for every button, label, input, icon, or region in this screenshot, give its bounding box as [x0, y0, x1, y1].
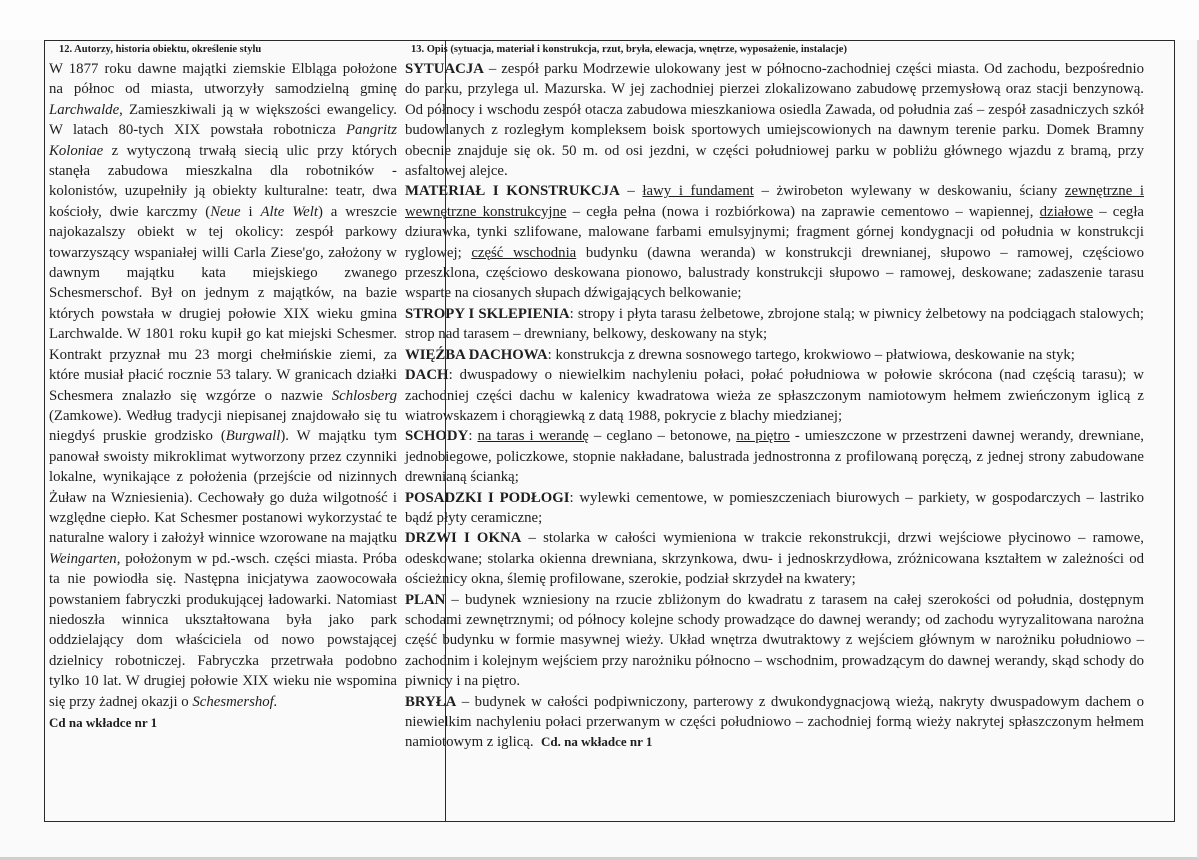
section-label: STROPY I SKLEPIENIA	[405, 305, 570, 322]
section-label: WIĘŹBA DACHOWA	[405, 346, 548, 363]
section-stropy: STROPY I SKLEPIENIA: stropy i płyta tarasu żelbetowe, zbrojone stalą; w piwnicy żelbetowy na podciągach stalowych; strop nad tarasem – drewniany, belkowy, deskowany na styk;	[405, 305, 1145, 343]
section-label: SYTUACJA	[405, 61, 484, 77]
section-label: PLAN	[405, 591, 446, 608]
section-posadzki: POSADZKI I PODŁOGI: wylewki cementowe, w pomieszczeniach biurowych – parkiety, w gospodarczych – lastriko bądź płyty ceramiczne;	[405, 489, 1144, 526]
history-text: W 1877 roku dawne majątki ziemskie Elbląga położone na północ od miasta, utworzyły samodzielną gminę Larchwalde, Zamieszkiwali ją w większości ewangelicy. W latach 80-tych XIX powstała robotnicza Pangritz Koloniae z wytyczoną trwałą siecią ulic przy których stanęła zabudowa mieszkalna dla robotników - kolonistów, uzupełniły ją obiekty kulturalne: teatr, dwa kościoły, dwie karczmy (Neue i Alte Welt) a wreszcie najokazalszy obiekt w tej okolicy: zespół parkowy towarzyszący wspaniałej willi Carla Ziese'go, założony w dawnym majątku kata miejskiego zwanego Schesmerschof. Był on jednym z majątków, na bazie których powstała w drugiej połowie XIX wieku gmina Larchwalde. W 1801 roku kupił go kat miejski Schesmer. Kontrakt przyznał mu 23 morgi chełmińskie ziemi, za które musiał płacić rocznie 53 talary. W granicach działki Schesmera znalazło się wzgórze o nazwie Schlosberg (Zamkowe). Według tradycji niepisanej znajdowało się tu niegdyś pruskie grodzisko (Burgwall). W majątku tym panował swoisty mikroklimat wytworzony przez czynniki lokalne, wynikające z położenia (przejście od nizinnych Żuław na Wzniesienia). Cechowały go duża wilgotność i względne ciepło. Kat Schesmer postanowi wykorzystać te naturalne walory i założył winnice wzorowane na majątku Weingarten, położonym w pd.-wsch. części miasta. Próba ta nie powiodła się. Następna inicjatywa zaowocowała powstaniem fabryczki produkującej ładowarki. Natomiast niedoszła winnica ukształtowana była jako park oddzielający dom właściciela od nowo powstającej dzielnicy robotniczej. Fabryczka przetrwała podobno tylko 10 lat. W drugiej połowie XIX wieku nie wspomina się przy żadnej okazji o Schesmershof.	[49, 61, 397, 710]
section-label: BRYŁA	[405, 693, 457, 710]
heading-history: 12. Autorzy, historia obiektu, określenie stylu	[59, 44, 262, 55]
section-sytuacja: SYTUACJA – zespół parku Modrzewie ulokowany jest w północno-zachodniej części miasta. Od zachodu, bezpośrednio do parku, przylega ul. Mazurska. W jej zachodniej pierzei zlokalizowano zabudowę przemysłową oraz stacji benzynową. Od północy i wschodu zespół otacza zabudowa mieszkaniowa osiedla Zawada, od południa zaś – zespół zasadniczych szkół budowlanych z rozległym kompleksem boisk sportowych umiejscowionych na dawnym terenie parku. Domek Bramny obecnie znajduje się ok. 50 m. od osi jezdni, w części południowej parku w pobliżu głównego wjazdu z bramą, przy asfaltowej alejce.	[405, 61, 1144, 180]
history-column	[49, 59, 397, 733]
section-label: SCHODY	[405, 428, 469, 445]
section-label: DACH	[405, 367, 449, 384]
section-drzwi: DRZWI I OKNA – stolarka w całości wymieniona w trakcie rekonstrukcji, drzwi wejściowe płycinowo – ramowe, odeskowane; stolarka okienna drewniana, skrzynkowa, dwu- i jednoskrzydłowa, zróżnicowana kształtem w zależności od ościeżnicy okna, ślemię profilowane, szerokie, podział skrzydeł na kwatery;	[405, 530, 1144, 588]
section-dach: DACH: dwuspadowy o niewielkim nachyleniu połaci, połać południowa w połowie skrócona (nad częścią tarasu); w zachodniej części dachu w kalenicy kwadratowa wieża ze spłaszczonym namiotowym hełmem zwieńczonym iglicą z wiatrowskazem i chorągiewką z datą 1988, pokrycie z blachy miedzianej;	[405, 367, 1144, 424]
section-schody: SCHODY: na taras i werandę – ceglano – betonowe, na piętro - umieszczone w przestrzeni dawnej werandy, drewniane, jednobiegowe, policzkowe, stopnie nakładane, balustrada jednostronna z profilowaną poręczą, z jednej strony zabudowane drewnianą ścianką;	[405, 428, 1144, 486]
description-column	[405, 59, 1144, 753]
section-label: POSADZKI I PODŁOGI	[405, 489, 570, 506]
section-wiezba: WIĘŹBA DACHOWA: konstrukcja z drewna sosnowego tartego, krokwiowo – płatwiowa, deskowanie na styk;	[405, 346, 1075, 363]
heading-description: 13. Opis (sytuacja, materiał i konstrukcja, rzut, bryła, elewacja, wnętrze, wyposażenie, instalacje)	[411, 44, 847, 55]
section-material: MATERIAŁ I KONSTRUKCJA – ławy i fundament – żwirobeton wylewany w deskowaniu, ściany zewnętrzne i wewnętrzne konstrukcyjne – cegła pełna (nowa i rozbiórkowa) na zaprawie cementowo – wapiennej, działowe – cegła dziurawka, tynki szlifowane, malowane farbami emulsyjnymi; fragment górnej kondygnacji od południa w konstrukcji ryglowej; część wschodnia budynku (dawna weranda) w konstrukcji drewnianej, słupowo – ramowej, częściowo przeszklona, częściowo deskowana pionowo, balustrady konstrukcji słupowo – ramowej, deskowane; zadaszenie tarasu wsparte na ciosanych słupach dźwigających belkowanie;	[405, 183, 1145, 302]
description-continuation-note: Cd. na wkładce nr 1	[541, 734, 653, 750]
section-plan: PLAN – budynek wzniesiony na rzucie zbliżonym do kwadratu z tarasem na całej szerokości od południa, dostępnym schodami zewnętrznymi; od północy kolejne schody prowadzące do dawnej werandy; od zachodu wyryzalitowana narożna część budynku w formie masywnej wieży. Układ wnętrza dwutraktowy z wejściem głównym w narożniku południowo – zachodnim i kolejnym wejściem przy narożniku północno – wschodnim, prowadzącym do dawnej werandy, skąd schody do piwnicy i na piętro.	[405, 591, 1144, 690]
section-bryla: BRYŁA – budynek w całości podpiwniczony, parterowy z dwukondygnacjową wieżą, nakryty dwuspadowym dachem o niewielkim nachyleniu połaci przerwanym w części południowo – zachodniej formą wieży nakrytej spłaszczonym hełmem namiotowym z iglicą. Cd. na wkładce nr 1	[405, 693, 1144, 751]
history-continuation-note: Cd na wkładce nr 1	[49, 715, 158, 730]
sheet-top-margin	[0, 0, 1199, 40]
section-label: DRZWI I OKNA	[405, 530, 522, 547]
section-label: MATERIAŁ I KONSTRUKCJA	[405, 183, 620, 200]
